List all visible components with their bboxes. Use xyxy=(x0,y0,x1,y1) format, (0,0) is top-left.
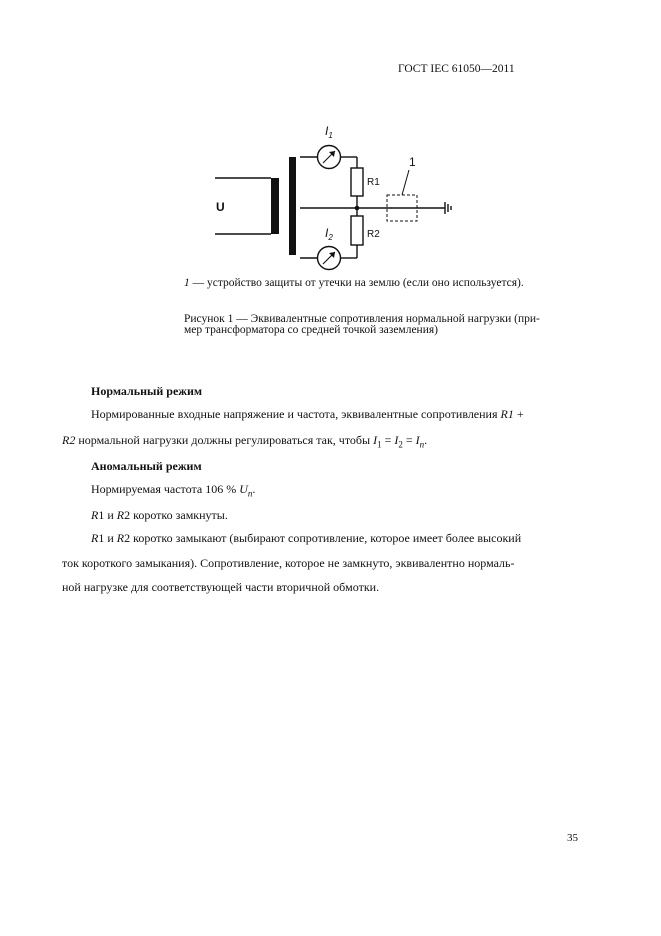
figure-caption xyxy=(184,314,604,336)
label-i2: $I_2$ xyxy=(325,226,333,242)
circuit-diagram xyxy=(205,122,475,272)
label-r2: R2 xyxy=(367,229,380,240)
paragraph-3-line-1: R1 и R2 коротко замыкают (выбирают сопротивление, которое имеет более высокий xyxy=(91,531,522,545)
midpoint-junction xyxy=(355,206,360,211)
primary-winding xyxy=(271,178,279,234)
normal-mode-line-2: R2 нормальной нагрузки должны регулироваться так, чтобы $I_1 = I_2 = I_n$. xyxy=(62,433,428,450)
resistor-r2 xyxy=(351,216,363,245)
abnormal-mode-heading: Аномальный режим xyxy=(91,459,202,473)
label-r1: R1 xyxy=(367,177,380,188)
page-number: 35 xyxy=(567,832,578,844)
normal-mode-line-1: Нормированные входные напряжение и частота, эквивалентные сопротивления R1 + xyxy=(91,407,524,421)
caption-line-2: мер трансформатора со средней точкой заземления) xyxy=(184,324,438,336)
rated-frequency-line: Нормируемая частота 106 % $U_n$. xyxy=(91,482,256,499)
resistor-r1 xyxy=(351,168,363,196)
paragraph-3-line-2: ток короткого замыкания). Сопротивление, которое не замкнуто, эквивалентно нормаль- xyxy=(62,556,515,570)
normal-mode-heading: Нормальный режим xyxy=(91,384,203,398)
label-i1: $I_1$ xyxy=(325,124,333,140)
label-device-1: 1 xyxy=(409,155,416,169)
caption-line-1: Рисунок 1 — Эквивалентные сопротивления нормальной нагрузки (при- xyxy=(184,313,540,325)
short-circuit-line: R1 и R2 коротко замкнуты. xyxy=(91,508,228,522)
paragraph-3-line-3: ной нагрузке для соответствующей части вторичной обмотки. xyxy=(62,580,380,594)
transformer-core xyxy=(289,157,296,255)
figure-note: 1 — устройство защиты от утечки на землю (если оно используется). xyxy=(184,277,524,289)
label-u: U xyxy=(216,200,225,214)
device-leader-line xyxy=(402,170,409,195)
document-header: ГОСТ IEC 61050—2011 xyxy=(398,63,515,75)
